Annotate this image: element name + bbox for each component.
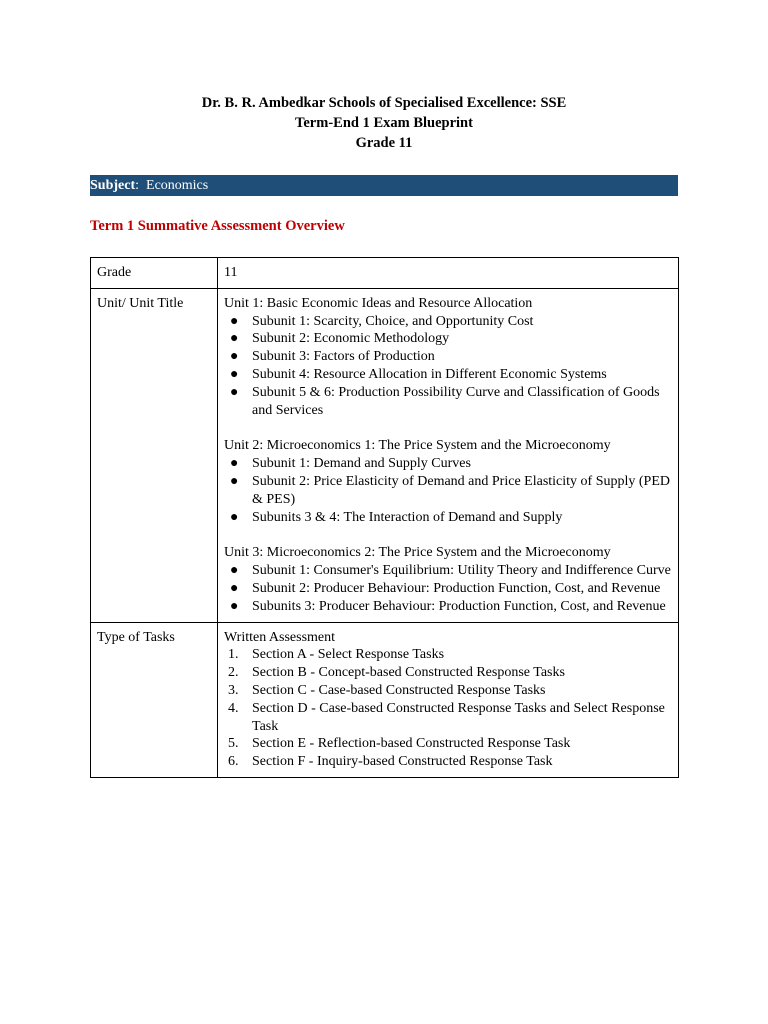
school-name: Dr. B. R. Ambedkar Schools of Specialised Excellence: SSE xyxy=(201,95,567,111)
list-item-text: Subunits 3: Producer Behaviour: Production Function, Cost, and Revenue xyxy=(252,598,666,614)
blueprint-table xyxy=(90,257,679,778)
list-item-text: Section E - Reflection-based Constructed Response Task xyxy=(252,736,571,752)
unit-title: Unit 3: Microeconomics 2: The Price System and the Microeconomy xyxy=(224,545,611,561)
list-item-text: Subunits 3 & 4: The Interaction of Demand and Supply xyxy=(252,509,563,525)
unit-block-1 xyxy=(224,295,672,420)
list-item xyxy=(230,580,672,598)
list-item xyxy=(230,348,672,366)
grade-value: 11 xyxy=(218,258,679,289)
subject-value: Economics xyxy=(146,178,209,193)
tasks-cell xyxy=(218,622,679,777)
table-row-units xyxy=(91,288,679,622)
list-item-text: Subunit 4: Resource Allocation in Different Economic Systems xyxy=(252,366,607,382)
unit-cell xyxy=(218,288,679,622)
list-item xyxy=(230,313,672,331)
list-item xyxy=(228,664,672,682)
list-number: 6. xyxy=(228,754,239,770)
list-item xyxy=(228,753,672,771)
bullet-icon: ● xyxy=(230,598,239,614)
unit-title: Unit 1: Basic Economic Ideas and Resource Allocation xyxy=(224,295,533,311)
tasks-list xyxy=(224,646,672,771)
bullet-icon: ● xyxy=(230,473,239,489)
list-item xyxy=(230,455,672,473)
list-item-text: Subunit 5 & 6: Production Possibility Curve and Classification of Goods and Services xyxy=(252,384,660,418)
unit-block-2 xyxy=(224,437,672,526)
list-item-text: Subunit 1: Scarcity, Choice, and Opportunity Cost xyxy=(252,313,534,329)
list-number: 5. xyxy=(228,736,239,752)
list-number: 1. xyxy=(228,647,239,663)
list-item xyxy=(228,700,672,736)
table-row-grade xyxy=(91,258,679,289)
list-item xyxy=(228,682,672,700)
bullet-icon: ● xyxy=(230,366,239,382)
list-item xyxy=(230,366,672,384)
list-item xyxy=(230,384,672,420)
grade-heading: Grade 11 xyxy=(355,135,413,151)
bullet-icon: ● xyxy=(230,509,239,525)
list-number: 3. xyxy=(228,682,239,698)
list-item-text: Section A - Select Response Tasks xyxy=(252,647,445,663)
subunit-list xyxy=(224,313,672,420)
list-item xyxy=(230,562,672,580)
list-item-text: Section C - Case-based Constructed Response Tasks xyxy=(252,682,546,698)
tasks-label: Type of Tasks xyxy=(91,622,218,777)
list-item-text: Subunit 3: Factors of Production xyxy=(252,349,435,365)
list-item xyxy=(230,598,672,616)
list-number: 2. xyxy=(228,665,239,681)
subunit-list xyxy=(224,455,672,526)
list-item-text: Section D - Case-based Constructed Response Tasks and Select Response Task xyxy=(252,700,665,734)
bullet-icon: ● xyxy=(230,580,239,596)
bullet-icon: ● xyxy=(230,313,239,329)
list-item-text: Subunit 2: Price Elasticity of Demand and Price Elasticity of Supply (PED & PES) xyxy=(252,473,670,507)
subunit-list xyxy=(224,562,672,615)
subject-bar: Subject: Economics xyxy=(90,175,678,196)
tasks-intro: Written Assessment xyxy=(224,629,336,645)
unit-block-3 xyxy=(224,544,672,615)
list-item xyxy=(230,509,672,527)
bullet-icon: ● xyxy=(230,331,239,347)
list-item xyxy=(228,735,672,753)
list-item-text: Subunit 1: Consumer's Equilibrium: Utility Theory and Indifference Curve xyxy=(252,563,671,579)
bullet-icon: ● xyxy=(230,456,239,472)
document-header xyxy=(0,93,768,153)
list-item xyxy=(230,330,672,348)
list-item xyxy=(230,473,672,509)
list-item-text: Section B - Concept-based Constructed Response Tasks xyxy=(252,665,565,681)
list-item-text: Subunit 2: Economic Methodology xyxy=(252,331,450,347)
list-item-text: Subunit 1: Demand and Supply Curves xyxy=(252,456,471,472)
list-item-text: Subunit 2: Producer Behaviour: Production Function, Cost, and Revenue xyxy=(252,580,661,596)
list-number: 4. xyxy=(228,700,239,716)
unit-label: Unit/ Unit Title xyxy=(91,288,218,622)
bullet-icon: ● xyxy=(230,563,239,579)
section-title: Term 1 Summative Assessment Overview xyxy=(90,218,345,234)
grade-label: Grade xyxy=(91,258,218,289)
subject-label: Subject xyxy=(90,178,136,193)
list-item xyxy=(228,646,672,664)
unit-title: Unit 2: Microeconomics 1: The Price System and the Microeconomy xyxy=(224,438,611,454)
bullet-icon: ● xyxy=(230,384,239,400)
blueprint-title: Term-End 1 Exam Blueprint xyxy=(295,115,473,131)
list-item-text: Section F - Inquiry-based Constructed Response Task xyxy=(252,754,553,770)
bullet-icon: ● xyxy=(230,349,239,365)
table-row-tasks xyxy=(91,622,679,777)
